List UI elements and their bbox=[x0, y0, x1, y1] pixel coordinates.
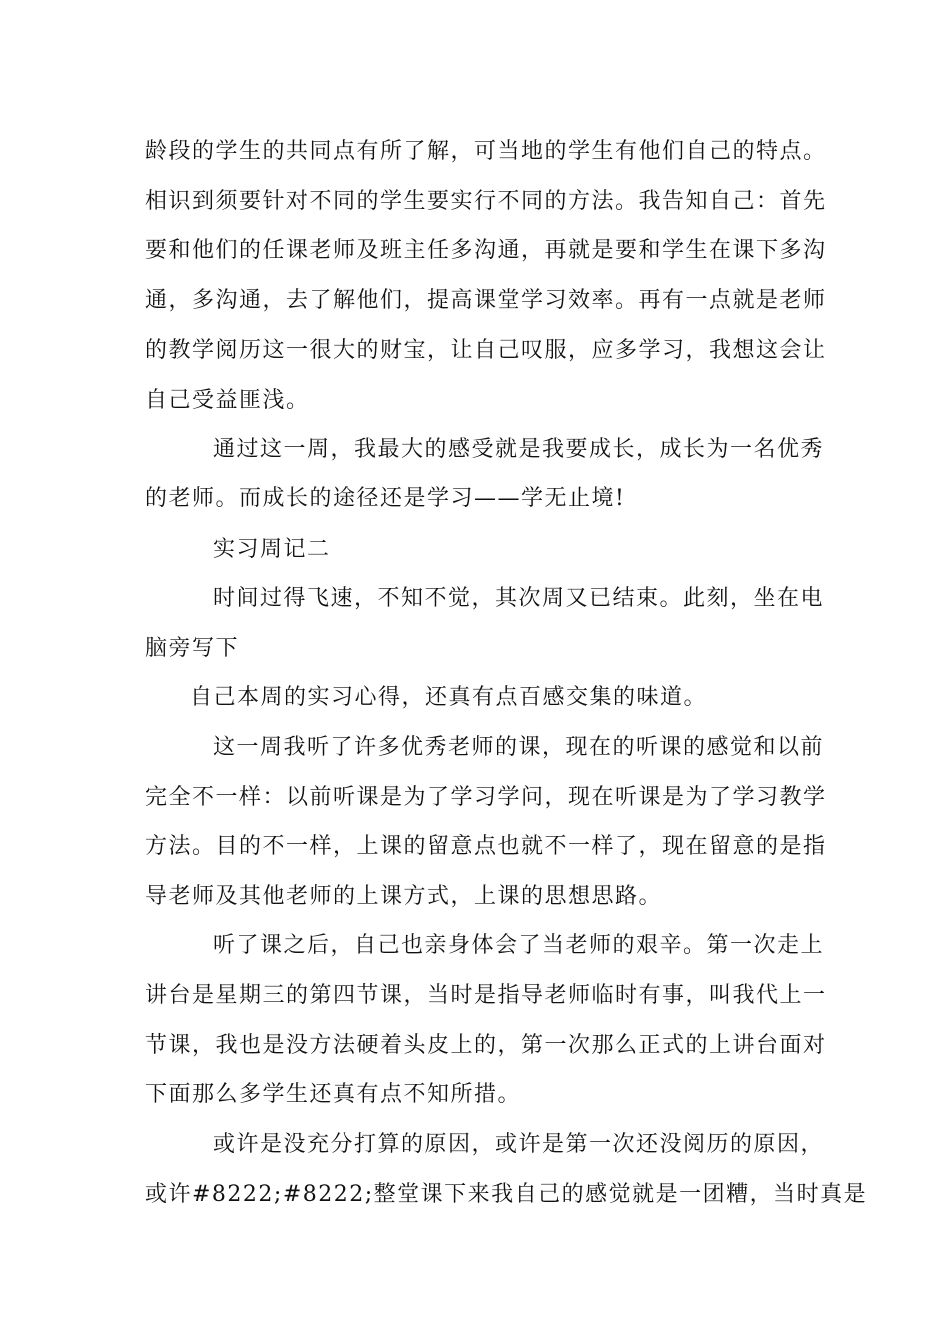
text-line: 讲台是星期三的第四节课，当时是指导老师临时有事，叫我代上一 bbox=[145, 983, 827, 1008]
text-line: 的教学阅历这一很大的财宝，让自己叹服，应多学习，我想这会让 bbox=[145, 338, 827, 363]
text-line: 脑旁写下 bbox=[145, 636, 240, 661]
text-line: 龄段的学生的共同点有所了解，可当地的学生有他们自己的特点。 bbox=[145, 139, 827, 164]
section-heading: 实习周记二 bbox=[213, 537, 331, 562]
paragraph-first-line: 或许是没充分打算的原因，或许是第一次还没阅历的原因， bbox=[213, 1132, 825, 1157]
text-line: 自己受益匪浅。 bbox=[145, 388, 310, 413]
paragraph-first-line: 时间过得飞速，不知不觉，其次周又已结束。此刻，坐在电 bbox=[213, 586, 825, 611]
text-line: 完全不一样：以前听课是为了学习学问，现在听课是为了学习教学 bbox=[145, 785, 827, 810]
text-line: 导老师及其他老师的上课方式，上课的思想思路。 bbox=[145, 884, 663, 909]
text-line: 要和他们的任课老师及班主任多沟通，再就是要和学生在课下多沟 bbox=[145, 238, 827, 263]
paragraph-first-line: 听了课之后，自己也亲身体会了当老师的艰辛。第一次走上 bbox=[213, 933, 825, 958]
text-line: 下面那么多学生还真有点不知所措。 bbox=[145, 1082, 522, 1107]
text-line: 的老师。而成长的途径还是学习——学无止境! bbox=[145, 486, 626, 511]
text-line: 相识到须要针对不同的学生要实行不同的方法。我告知自己：首先 bbox=[145, 189, 827, 214]
text-line: 或许#8222;#8222;整堂课下来我自己的感觉就是一团糟，当时真是 bbox=[145, 1182, 868, 1207]
paragraph-first-line: 这一周我听了许多优秀老师的课，现在的听课的感觉和以前 bbox=[213, 735, 825, 760]
text-line: 节课，我也是没方法硬着头皮上的，第一次那么正式的上讲台面对 bbox=[145, 1033, 827, 1058]
text-line: 自己本周的实习心得，还真有点百感交集的味道。 bbox=[190, 685, 708, 710]
text-line: 方法。目的不一样，上课的留意点也就不一样了，现在留意的是指 bbox=[145, 834, 827, 859]
text-line: 通，多沟通，去了解他们，提高课堂学习效率。再有一点就是老师 bbox=[145, 288, 827, 313]
paragraph-first-line: 通过这一周，我最大的感受就是我要成长，成长为一名优秀 bbox=[213, 437, 825, 462]
